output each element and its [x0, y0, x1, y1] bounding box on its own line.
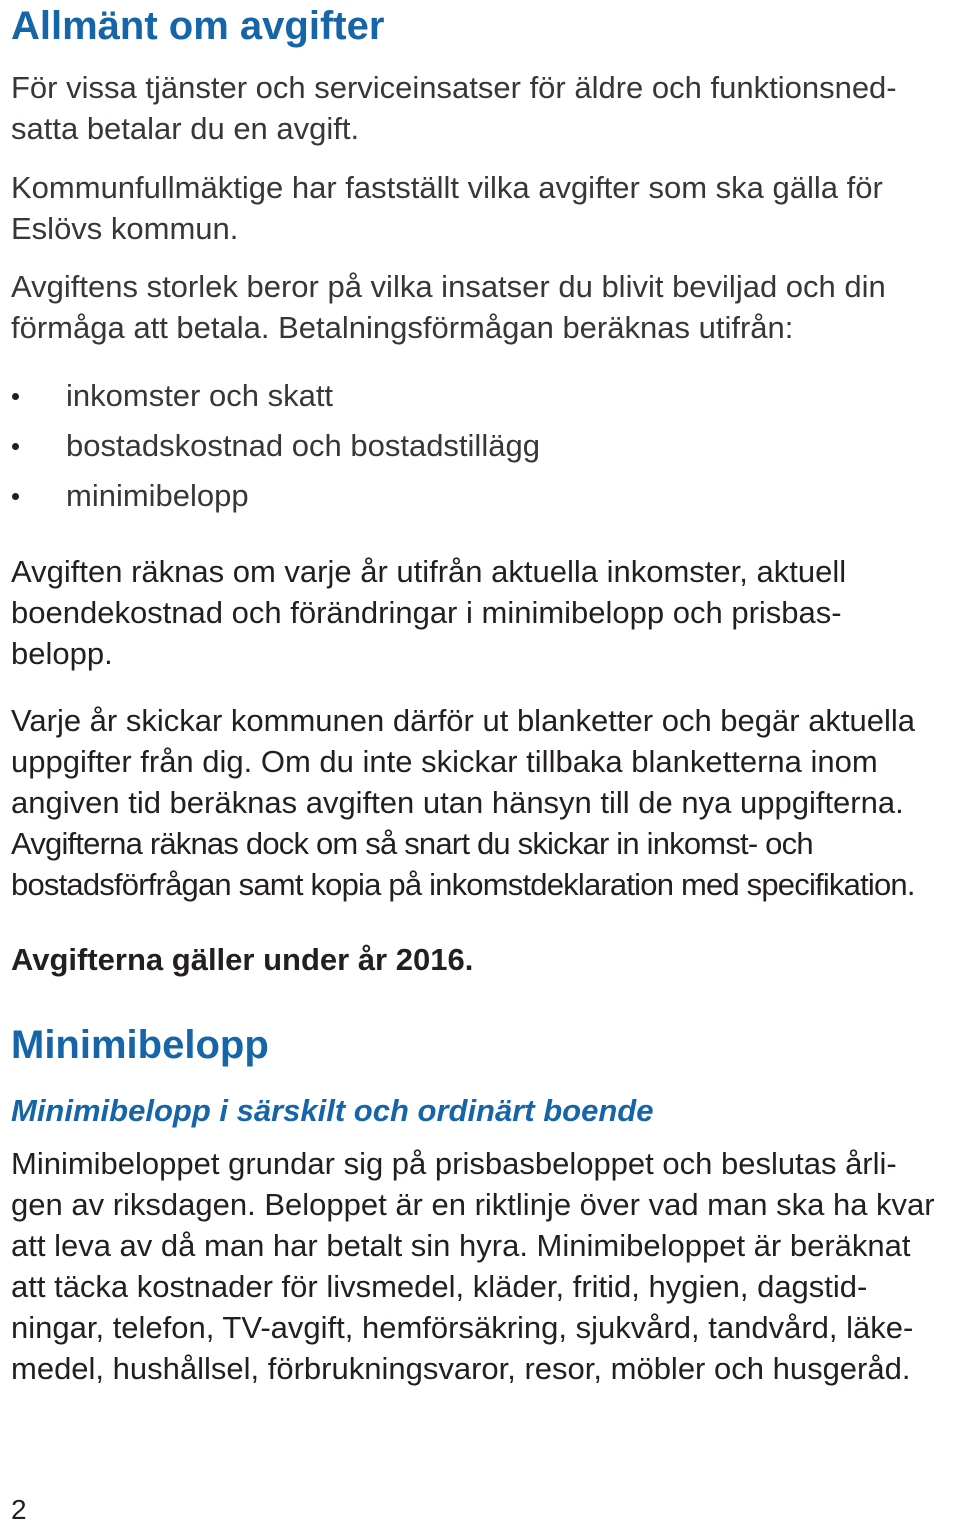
- heading-allmant-om-avgifter: Allmänt om avgifter: [11, 4, 385, 48]
- bullet-icon: [12, 443, 19, 450]
- list-item-label: bostadskostnad och bostadstillägg: [66, 428, 540, 463]
- intro-paragraph: [11, 67, 951, 149]
- text-line: satta betalar du en avgift.: [11, 111, 360, 146]
- text-line: angiven tid beräknas avgiften utan hänsyn till de nya uppgifterna.: [11, 785, 904, 820]
- page-number: 2: [11, 1494, 27, 1525]
- kommunfullmaktige-paragraph: [11, 167, 951, 249]
- text-line: Avgifterna räknas dock om så snart du skickar in inkomst- och: [11, 826, 813, 861]
- text-line: förmåga att betala. Betalningsförmågan beräknas utifrån:: [11, 310, 794, 345]
- bullet-icon: [12, 393, 19, 400]
- text-line: belopp.: [11, 636, 113, 671]
- text-line: ningar, telefon, TV-avgift, hemförsäkring, sjukvård, tandvård, läke-: [11, 1310, 914, 1345]
- text-line: att täcka kostnader för livsmedel, kläder, fritid, hygien, dagstid-: [11, 1269, 868, 1304]
- text-line: bostadsförfrågan samt kopia på inkomstdeklaration med specifikation.: [11, 867, 915, 902]
- blanketter-paragraph: [11, 700, 951, 905]
- avgiftens-storlek-paragraph: [11, 266, 951, 348]
- text-line: För vissa tjänster och serviceinsatser för äldre och funktionsned-: [11, 70, 897, 105]
- text-line: att leva av då man har betalt sin hyra. Minimibeloppet är beräknat: [11, 1228, 911, 1263]
- minimibelopp-paragraph: [11, 1143, 951, 1389]
- validity-notice: Avgifterna gäller under år 2016.: [11, 942, 474, 977]
- omrakning-paragraph: [11, 551, 951, 674]
- text-line: Varje år skickar kommunen därför ut blanketter och begär aktuella: [11, 703, 916, 738]
- list-item: [11, 371, 951, 421]
- list-item: [11, 471, 951, 521]
- text-line: Avgiftens storlek beror på vilka insatser du blivit beviljad och din: [11, 269, 886, 304]
- bullet-icon: [12, 493, 19, 500]
- text-line: Eslövs kommun.: [11, 211, 239, 246]
- subheading-minimibelopp-boende: Minimibelopp i särskilt och ordinärt boende: [11, 1093, 654, 1128]
- list-item: [11, 421, 951, 471]
- text-line: Avgiften räknas om varje år utifrån aktuella inkomster, aktuell: [11, 554, 847, 589]
- text-line: medel, hushållsel, förbrukningsvaror, resor, möbler och husgeråd.: [11, 1351, 911, 1386]
- text-line: boendekostnad och förändringar i minimibelopp och prisbas-: [11, 595, 842, 630]
- betalningsformaga-list: [11, 371, 951, 521]
- text-line: Minimibeloppet grundar sig på prisbasbeloppet och beslutas årli-: [11, 1146, 897, 1181]
- list-item-label: inkomster och skatt: [66, 378, 334, 413]
- text-line: gen av riksdagen. Beloppet är en riktlinje över vad man ska ha kvar: [11, 1187, 935, 1222]
- text-line: uppgifter från dig. Om du inte skickar tillbaka blanketterna inom: [11, 744, 878, 779]
- list-item-label: minimibelopp: [66, 478, 249, 513]
- heading-minimibelopp: Minimibelopp: [11, 1023, 269, 1067]
- text-line: Kommunfullmäktige har fastställt vilka avgifter som ska gälla för: [11, 170, 883, 205]
